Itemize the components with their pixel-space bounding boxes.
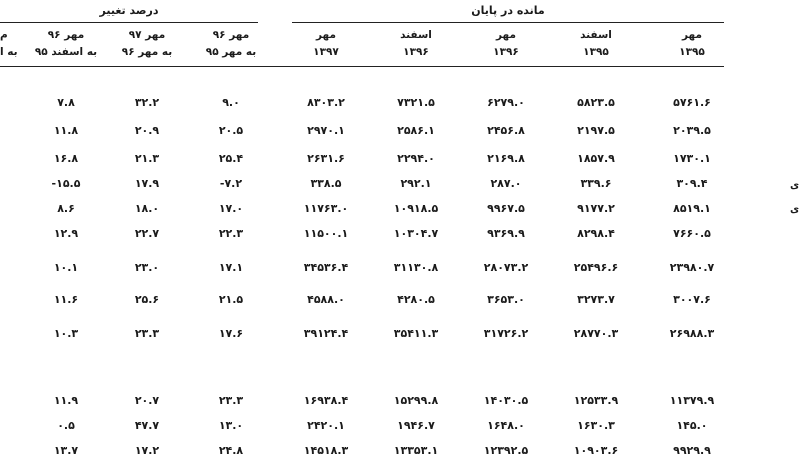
table-cell: ۹.۰ [222,96,240,109]
table-cell: ۱۴۰۳۰.۵ [483,394,529,407]
table-cell: ۱۷۳۰.۱ [673,152,711,165]
table-cell: ۱۵۲۹۹.۸ [393,394,439,407]
column-header-mehr96-vs-esfand95 [26,27,106,61]
column-header-mehr-1395 [660,27,724,61]
column-header-line1: مهر [496,29,516,41]
table-cell: ۳۲۷۳.۷ [577,293,615,306]
table-cell: ۱۸۵۷.۹ [577,152,615,165]
table-cell: ۱۶۳۰.۳ [577,419,615,432]
table-cell: ۸۳۰۳.۲ [307,96,345,109]
table-cell: ۱۱۵۰۰.۱ [303,227,349,240]
column-header-line2: به اسفند ۹۵ [34,46,98,58]
column-header-line2: ۱۳۹۵ [679,46,705,58]
table-cell: ۱۱۷۶۳.۰ [303,202,349,215]
table-cell: ۳۴۵۳۶.۴ [303,261,349,274]
table-cell: ۷.۸ [57,96,75,109]
side-row-label: ی [790,204,800,215]
end-balance-group-header: مانده در پایان [471,4,545,17]
table-cell: ۲۸۷.۰ [490,177,522,190]
table-cell: ۱۱.۹ [53,394,79,407]
table-cell: ۲۵.۴ [218,152,244,165]
table-cell: ۱۳.۷ [53,444,79,457]
table-cell: ۹۹۲۹.۹ [673,444,711,457]
table-cell: ۱۸.۰ [134,202,160,215]
column-header-cut-off [0,27,16,61]
column-header-mehr-1396 [474,27,538,61]
table-cell: ۲۹۲.۱ [400,177,432,190]
table-cell: ۲۸۰۷۳.۲ [483,261,529,274]
column-header-mehr96-vs-mehr95 [196,27,266,61]
table-cell: ۸.۶ [57,202,75,215]
table-cell: ۱۱۳۷۹.۹ [669,394,715,407]
table-row [0,175,800,193]
table-cell: ۳۳۹.۶ [580,177,612,190]
table-cell: ۱۱.۶ [53,293,79,306]
table-cell: ۱۶۹۳۸.۴ [303,394,349,407]
table-cell: ۴۵۸۸.۰ [307,293,345,306]
table-cell: ۲۲.۳ [218,227,244,240]
table-cell: ۲۳۹۸۰.۷ [669,261,715,274]
table-cell: ۲۰.۹ [134,124,160,137]
table-cell: ۰.۵ [57,419,75,432]
column-header-bottom-rule [0,66,724,67]
end-balance-header-rule [292,22,724,23]
column-header-line2: به ا [0,46,18,58]
table-row [0,259,800,277]
column-header-line2: ۱۳۹۶ [403,46,429,58]
table-cell: -۱۵.۵ [51,177,81,190]
percent-change-header-rule [0,22,258,23]
table-row [0,392,800,410]
table-cell: ۱۶۴۸.۰ [487,419,525,432]
table-cell: ۲۱.۵ [218,293,244,306]
table-cell: ۱۲۵۳۳.۹ [573,394,619,407]
table-cell: ۲۵.۶ [134,293,160,306]
table-cell: ۱۷.۲ [134,444,160,457]
table-cell: ۱۷.۰ [218,202,244,215]
column-header-line1: م [0,29,8,41]
table-cell: ۷۶۶۰.۵ [673,227,711,240]
column-header-line1: مهر ۹۶ [212,29,250,41]
table-cell: ۲۰.۵ [218,124,244,137]
column-header-line2: به مهر ۹۵ [205,46,257,58]
table-row [0,200,800,218]
table-cell: ۸۲۹۸.۴ [577,227,615,240]
table-cell: ۳۹۱۲۴.۴ [303,327,349,340]
side-row-label: ی [790,180,800,191]
table-cell: ۲۶۳۱.۶ [307,152,345,165]
table-row [0,122,800,140]
table-cell: ۸۵۱۹.۱ [673,202,711,215]
table-cell: -۷.۲ [219,177,243,190]
table-cell: ۴۲۸۰.۵ [397,293,435,306]
table-cell: ۱۰.۱ [53,261,79,274]
table-cell: ۲۶۹۸۸.۳ [669,327,715,340]
table-row [0,150,800,168]
table-cell: ۵۷۶۱.۶ [673,96,711,109]
table-cell: ۲۰.۷ [134,394,160,407]
table-cell: ۳۲.۲ [134,96,160,109]
table-cell: ۱۷.۹ [134,177,160,190]
column-header-esfand-1395 [564,27,628,61]
table-cell: ۱۲۳۹۲.۵ [483,444,529,457]
table-cell: ۲۴۲۰.۱ [307,419,345,432]
table-cell: ۲۹۷۰.۱ [307,124,345,137]
table-cell: ۱۴۵.۰ [676,419,708,432]
column-header-mehr-1397 [294,27,358,61]
table-cell: ۹۹۶۷.۵ [487,202,525,215]
table-cell: ۴۷.۷ [134,419,160,432]
column-header-line1: اسفند [580,29,612,41]
table-cell: ۵۸۲۳.۵ [577,96,615,109]
table-cell: ۲۲۹۴.۰ [397,152,435,165]
table-cell: ۱۰۳۰۴.۷ [393,227,439,240]
table-cell: ۲۱۶۹.۸ [487,152,525,165]
column-header-line2: ۱۳۹۷ [313,46,339,58]
table-cell: ۱۰۹۰۳.۶ [573,444,619,457]
table-row [0,291,800,309]
table-cell: ۲۲.۷ [134,227,160,240]
table-cell: ۲۱۹۷.۵ [577,124,615,137]
column-header-line2: به مهر ۹۶ [121,46,173,58]
column-header-line2: ۱۳۹۶ [493,46,519,58]
column-header-line1: مهر [682,29,702,41]
table-cell: ۱۱.۸ [53,124,79,137]
table-cell: ۳۳۸.۵ [310,177,342,190]
table-cell: ۷۳۲۱.۵ [397,96,435,109]
column-header-mehr97-vs-mehr96 [112,27,182,61]
table-row [0,417,800,435]
table-cell: ۹۳۶۹.۹ [487,227,525,240]
table-row [0,325,800,343]
table-cell: ۱۳.۰ [218,419,244,432]
column-header-line1: مهر [316,29,336,41]
column-header-line1: مهر ۹۷ [128,29,166,41]
table-cell: ۳۶۵۳.۰ [487,293,525,306]
table-cell: ۱۹۴۶.۷ [397,419,435,432]
table-cell: ۹۱۷۷.۲ [577,202,615,215]
table-cell: ۲۵۸۶.۱ [397,124,435,137]
table-row [0,442,800,460]
table-cell: ۱۳۳۵۳.۱ [393,444,439,457]
column-header-line1: مهر ۹۶ [47,29,85,41]
table-cell: ۱۰.۳ [53,327,79,340]
table-cell: ۱۲.۹ [53,227,79,240]
table-cell: ۲۳.۳ [218,394,244,407]
column-header-line1: اسفند [400,29,432,41]
table-cell: ۱۰۹۱۸.۵ [393,202,439,215]
table-cell: ۲۴.۸ [218,444,244,457]
table-cell: ۳۱۱۳۰.۸ [393,261,439,274]
table-cell: ۲۰۳۹.۵ [673,124,711,137]
table-cell: ۶۲۷۹.۰ [487,96,525,109]
table-cell: ۳۱۷۲۶.۲ [483,327,529,340]
table-cell: ۱۶.۸ [53,152,79,165]
table-cell: ۲۵۴۹۶.۶ [573,261,619,274]
table-cell: ۲۳.۳ [134,327,160,340]
table-cell: ۱۴۵۱۸.۳ [303,444,349,457]
table-cell: ۳۵۴۱۱.۳ [393,327,439,340]
table-cell: ۲۳.۰ [134,261,160,274]
table-cell: ۱۷.۱ [218,261,244,274]
table-cell: ۳۰۹.۴ [676,177,708,190]
table-row [0,225,800,243]
table-cell: ۲۱.۳ [134,152,160,165]
column-header-line2: ۱۳۹۵ [583,46,609,58]
table-row [0,94,800,112]
table-cell: ۱۷.۶ [218,327,244,340]
column-header-esfand-1396 [384,27,448,61]
table-cell: ۲۸۷۷۰.۳ [573,327,619,340]
percent-change-group-header: درصد تغییر [99,4,159,17]
table-cell: ۳۰۰۷.۶ [673,293,711,306]
table-cell: ۲۴۵۶.۸ [487,124,525,137]
